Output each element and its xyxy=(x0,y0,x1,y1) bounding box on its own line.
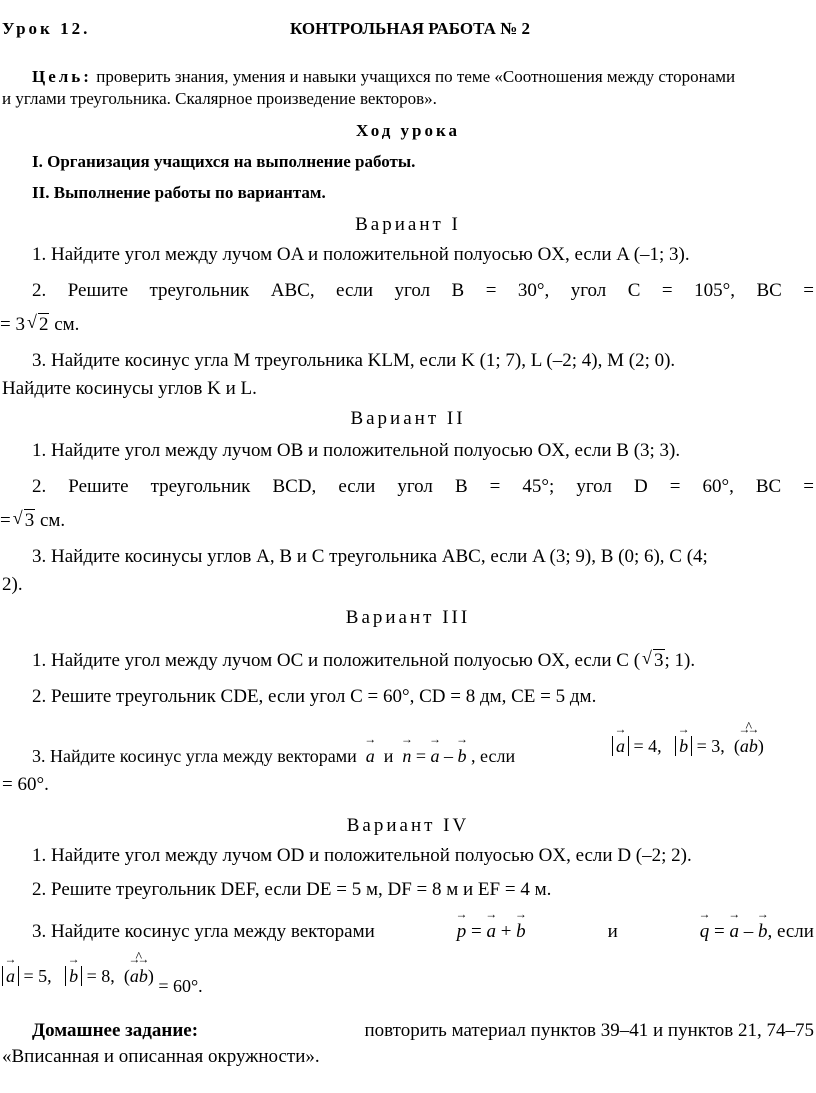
abs-vector-a: → a xyxy=(612,736,629,756)
variant-2-task-2-prefix: = xyxy=(0,510,11,531)
variant-3-task-3-text: 3. Найдите косинус угла между векторами xyxy=(32,746,357,766)
variant-4-cond-2: = 8, xyxy=(86,966,115,986)
variant-3-title: Вариант III xyxy=(345,607,471,628)
course-step-1: I. Организация учащихся на выполнение работы. xyxy=(32,152,416,171)
abs-vector-a: → a xyxy=(2,966,19,986)
sqrt-symbol: √ 2 xyxy=(26,312,49,335)
variant-4-if: , если xyxy=(767,921,814,942)
goal-text-2: и углами треугольника. Скалярное произведение векторов». xyxy=(2,89,437,108)
variant-3-task-1-text: 1. Найдите угол между лучом OC и положительной полуосью OX, если C ( xyxy=(32,650,641,671)
vector-n: → n xyxy=(402,746,411,767)
variant-3-and: и xyxy=(383,746,394,766)
page-title: КОНТРОЛЬНАЯ РАБОТА № 2 xyxy=(290,19,530,38)
variant-3-conditions: → a = 4, → b = 3, (^ → a→ b) xyxy=(612,736,764,757)
variant-2-task-3a: 3. Найдите косинусы углов A, B и C треугольника ABC, если A (3; 9), B (0; 6), C (4; xyxy=(32,546,708,567)
angle-ab: ^ → a→ b xyxy=(740,736,758,757)
variant-4-title: Вариант IV xyxy=(346,815,470,836)
variant-3-cond-1: = 4, xyxy=(633,736,662,756)
goal-line-1 xyxy=(32,67,735,87)
variant-1-task-2a: 2. Решите треугольник ABC, если угол B = 30°, угол C = 105°, BC = xyxy=(32,280,814,301)
variant-1-task-3b: Найдите косинусы углов K и L. xyxy=(2,378,257,399)
vector-b: → b xyxy=(458,746,467,767)
sqrt-argument: 3 xyxy=(654,650,664,671)
variant-2-title: Вариант II xyxy=(350,408,466,429)
variant-1-task-3a: 3. Найдите косинус угла M треугольника KLM, если K (1; 7), L (–2; 4), M (2; 0). xyxy=(32,350,676,371)
vector-p-expr: → p = → a + → b xyxy=(457,921,526,943)
variant-4-and: и xyxy=(607,921,618,942)
course-step-2: II. Выполнение работы по вариантам. xyxy=(32,183,326,202)
homework-text-2: «Вписанная и описанная окружности». xyxy=(2,1046,320,1067)
variant-1-task-2b xyxy=(0,314,79,336)
variant-1-task-2-unit: см. xyxy=(54,314,80,335)
variant-3-if: , если xyxy=(471,746,516,766)
homework-text-1: повторить материал пунктов 39–41 и пунктов 21, 74–75 xyxy=(364,1020,814,1041)
variant-1-task-1: 1. Найдите угол между лучом OA и положительной полуосью OX, если A (–1; 3). xyxy=(32,244,690,265)
variant-4-cond-1: = 5, xyxy=(23,966,52,986)
course-heading: Ход урока xyxy=(355,121,461,140)
goal-label: Цель: xyxy=(32,67,92,86)
angle-ab: ^ → a→ b xyxy=(130,966,148,987)
variant-4-conditions: → a = 5, → b = 8, (^ → a→ b) = 60°. xyxy=(2,966,203,987)
goal-text-1: проверить знания, умения и навыки учащихся по теме «Соотношения между сторонами xyxy=(96,67,736,86)
variant-3-task-1 xyxy=(32,650,695,672)
lesson-number: Урок 12. xyxy=(2,19,91,38)
variant-4-task-3b: = 60°. xyxy=(158,976,203,996)
variant-2-task-2b xyxy=(0,510,65,532)
vector-q-expr: → q = → a – → b, если xyxy=(700,921,814,943)
homework-label: Домашнее задание: xyxy=(32,1020,199,1041)
variant-3-cond-2: = 3, xyxy=(696,736,725,756)
variant-2-task-3b: 2). xyxy=(2,574,23,595)
homework-line-1 xyxy=(32,1020,814,1042)
abs-vector-b: → b xyxy=(65,966,82,986)
sqrt-argument: 3 xyxy=(24,510,35,531)
variant-1-task-2-prefix: = 3 xyxy=(0,314,25,335)
sqrt-argument: 2 xyxy=(38,314,49,335)
variant-3-task-3b: = 60°. xyxy=(2,774,49,795)
abs-vector-b: → b xyxy=(675,736,692,756)
variant-3-task-1-end: ; 1). xyxy=(664,650,696,671)
sqrt-symbol: √ 3 xyxy=(642,648,664,671)
sqrt-symbol: √ 3 xyxy=(12,508,35,531)
vector-a: → a xyxy=(431,746,440,767)
variant-1-title: Вариант I xyxy=(355,214,461,235)
variant-4-task-3-text: 3. Найдите косинус угла между векторами xyxy=(32,921,375,942)
vector-a: → a xyxy=(366,746,375,767)
variant-4-task-2: 2. Решите треугольник DEF, если DE = 5 м, DF = 8 м и EF = 4 м. xyxy=(32,879,552,900)
variant-3-task-2: 2. Решите треугольник CDE, если угол C = 60°, CD = 8 дм, CE = 5 дм. xyxy=(32,686,597,707)
variant-2-task-2a: 2. Решите треугольник BCD, если угол B = 45°; угол D = 60°, BC = xyxy=(32,476,814,497)
variant-3-task-3a: 3. Найдите косинус угла между векторами → a и → n = → a – → b , если xyxy=(32,746,515,767)
variant-4-task-1: 1. Найдите угол между лучом OD и положительной полуосью OX, если D (–2; 2). xyxy=(32,845,692,866)
variant-2-task-1: 1. Найдите угол между лучом OB и положительной полуосью OX, если B (3; 3). xyxy=(32,440,681,461)
variant-4-task-3a xyxy=(32,921,814,943)
variant-2-task-2-unit: см. xyxy=(39,510,66,531)
